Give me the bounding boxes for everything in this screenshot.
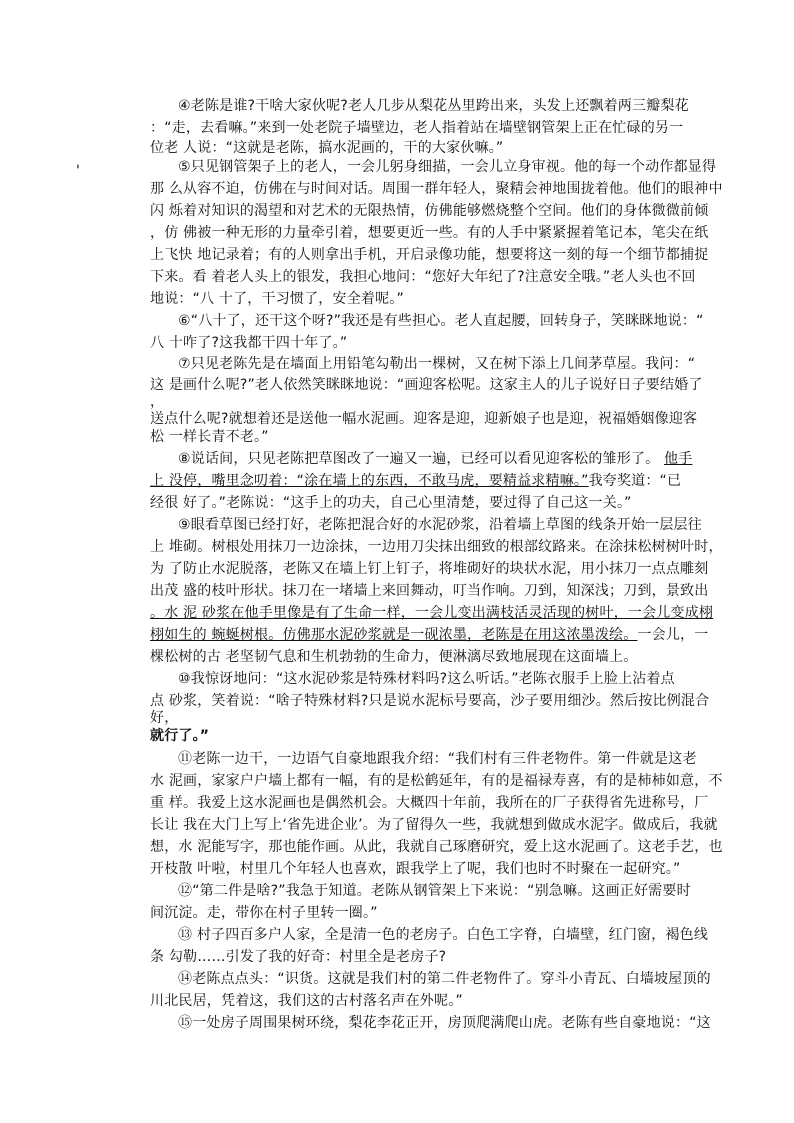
para-9-line-4: 出茂 盛的枝叶形状。抹刀在一堵墙上来回舞动，叮当作响。刀到，知深浅；刀到，景致出 [150, 583, 709, 599]
para-14-line-1: ⑭老陈点点头：“识货。这就是我们村的第二件老物件了。穿斗小青瓦、白墙坡屋顶的 [178, 971, 711, 987]
para-7-line-5: 松 一样长青不老。” [150, 429, 269, 445]
para-11-line-5: 想，水 泥能写字，那也能作画。从此，我就自己琢磨研究，爱上这水泥画了。这老手艺，也 [150, 839, 723, 855]
para-8-text-a: ⑧说话间，只见老陈把草图改了一遍又一遍，已经可以看见迎客松的雏形了。 [178, 451, 660, 467]
para-9-line-2: 上 堆砌。树根处用抹刀一边涂抹，一边用刀尖抹出细致的根部纹路来。在涂抹松树树叶时， [150, 539, 723, 555]
para-12-line-1: ⑫“第二件是啥?”我急于知道。老陈从钢管架上下来说：“别急嘛。这画正好需要时 [178, 883, 691, 899]
para-11-line-6: 开枝散 叶啦，村里几个年轻人也喜欢，跟我学上了呢，我们也时不时聚在一起研究。” [150, 861, 681, 877]
para-10-line-2: 点 砂浆，笑着说：“啥子特殊材料?只是说水泥标号要高，沙子要用细沙。然后按比例混合 [150, 693, 710, 709]
para-7-line-1: ⑦只见老陈先是在墙面上用铅笔勾勒出一棵树，又在树下添上几间茅草屋。我问：“ [178, 356, 696, 372]
para-8-line-1 [178, 449, 718, 469]
para-8-underlined-a: 他手 [664, 451, 693, 467]
para-5-line-6: 下来。看 着老人头上的银发，我担心地问：“您好大年纪了?注意安全哦。”老人头也不回 [150, 269, 696, 285]
para-12-line-2: 间沉淀。走，带你在村子里转一圈。” [150, 905, 378, 921]
para-6-line-1: ⑥“八十了，还干这个呀?”我还是有些担心。老人直起腰，回转身子，笑眯眯地说：“ [178, 313, 704, 329]
para-9-line-7: 棵松树的古 老坚韧气息和生机勃勃的生命力，便淋漓尽致地展现在这面墙上。 [150, 649, 638, 665]
para-8-line-3: 经很 好了。”老陈说：“这手上的功夫，自己心里清楚，要过得了自己这一关。” [150, 495, 632, 511]
para-10-line-4: 就行了。” [150, 728, 210, 744]
para-7-line-3: ， [150, 394, 165, 410]
para-5-line-1: ⑤只见钢管架子上的老人，一会儿躬身细描，一会儿立身审视。他的每一个动作都显得 [178, 159, 717, 175]
para-11-line-1: ⑪老陈一边干，一边语气自豪地跟我介绍：“我们村有三件老物件。第一件就是这老 [178, 751, 697, 767]
para-5-line-3: 闪 烁着对知识的渴望和对艺术的无限热情，仿佛能够燃烧整个空间。他们的身体微微前倾 [150, 203, 709, 219]
para-9-line-3: 为 了防止水泥脱落，老陈又在墙上钉上钉子，将堆砌好的块状水泥，用小抹刀一点点雕刻 [150, 561, 709, 577]
para-9-text: 一会儿，一 [637, 627, 709, 643]
para-13-line-2: 条 勾勒……引发了我的好奇：村里全是老房子? [150, 949, 447, 965]
para-5-line-7: 地说：“八 十了，干习惯了，安全着呢。” [150, 291, 404, 307]
para-8-line-2 [150, 471, 720, 491]
para-4-line-1: ④老陈是谁?干啥大家伙呢?老人几步从梨花丛里跨出来，头发上还飘着两三瓣梨花 [178, 98, 689, 114]
para-10-line-1: ⑩我惊讶地问：“这水泥砂浆是特殊材料吗?这么听话。”老陈衣服手上脸上沾着点 [178, 671, 675, 687]
para-8-text-b: 我夸奖道：“已 [588, 473, 682, 489]
para-11-line-3: 重 样。我爱上这水泥画也是偶然机会。大概四十年前，我所在的厂子获得省先进称号，厂 [150, 795, 709, 811]
para-14-line-2: 川北民居，凭着这，我们这的古村落名声在外呢。” [150, 993, 463, 1009]
para-13-line-1: ⑬ 村子四百多户人家，全是清一色的老房子。白色工字脊，白墙壁，红门窗，褐色线 [178, 927, 709, 943]
para-9-line-1: ⑨眼看草图已经打好，老陈把混合好的水泥砂浆，沿着墙上草图的线条开始一层层往 [178, 517, 702, 533]
para-11-line-4: 长让 我在大门上写上‘省先进企业’。为了留得久一些，我就想到做成水泥字。做成后，我就 [150, 817, 718, 833]
para-8-underlined-b: 上 没停，嘴里念叨着：“涂在墙上的东西，不敢马虎，要精益求精嘛。” [150, 473, 589, 489]
para-9-line-6 [150, 625, 720, 645]
para-10-line-3: 好， [150, 710, 179, 726]
para-15-line-1: ⑮一处房子周围果树环绕，梨花李花正开，房顶爬满爬山虎。老陈有些自豪地说：“这 [178, 1015, 711, 1031]
para-7-line-4: 送点什么呢?就想着还是送他一幅水泥画。迎客是迎，迎新娘子也是迎，祝福婚姻像迎客 [150, 411, 698, 427]
para-4-line-2: ：“走，去看嘛。”来到一处老院子墙壁边，老人指着站在墙壁钢管架上正在忙碌的另一 [150, 120, 684, 136]
para-5-line-5: 上飞快 地记录着；有的人则拿出手机，开启录像功能，想要将这一刻的每一个细节都捕捉 [150, 247, 709, 263]
para-4-line-3: 位老 人说：“这就是老陈，搞水泥画的，干的大家伙嘛。” [150, 140, 504, 156]
para-5-line-4: ，仿 佛被一种无形的力量牵引着，想要更近一些。有的人手中紧紧握着笔记本，笔尖在纸 [150, 225, 709, 241]
para-5-line-2: 那 么从容不迫，仿佛在与时间对话。周围一群年轻人，聚精会神地围拢着他。他们的眼神中 [150, 181, 723, 197]
para-9-line-5: 。水 泥 砂浆在他手里像是有了生命一样，一会儿变出满枝活灵活现的树叶，一会儿变成栩 [150, 605, 714, 621]
para-6-line-2: 八 十咋了?这我都干四十年了。” [150, 335, 348, 351]
para-11-line-2: 水 泥画，家家户户墙上都有一幅，有的是松鹤延年，有的是福禄寿喜，有的是柿柿如意，不 [150, 773, 723, 789]
margin-mark: ' [76, 163, 80, 179]
para-9-underlined: 栩如生的 蜿蜒树根。仿佛那水泥砂浆就是一砚浓墨，老陈是在用这浓墨泼绘。 [150, 627, 638, 643]
para-7-line-2: 这 是画什么呢?”老人依然笑眯眯地说：“画迎客松呢。这家主人的儿子说好日子要结婚了 [150, 377, 703, 393]
